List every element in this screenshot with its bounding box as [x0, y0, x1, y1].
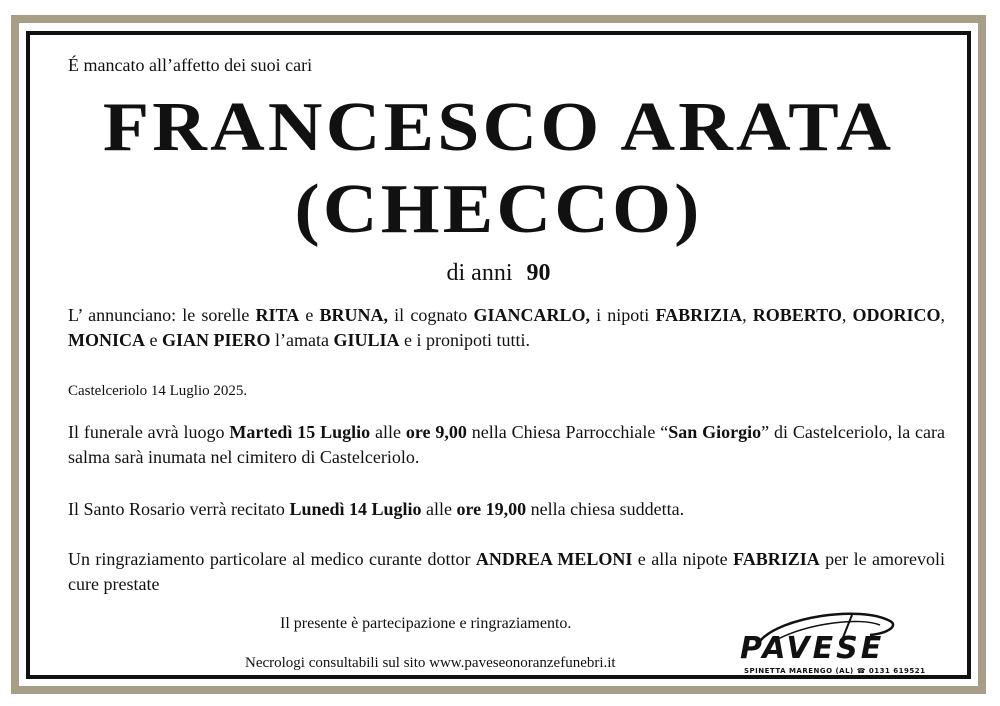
funeral-date: Martedì 15 Luglio — [229, 422, 371, 442]
pavese-logo — [740, 605, 930, 685]
announce-name: MONICA — [68, 330, 145, 350]
announce-text: , — [940, 305, 946, 325]
funeral-text: ” di Castelceriolo, la cara salma sarà inumata nel cimitero di Castelceriolo. — [68, 422, 946, 467]
announce-name: GIANCARLO, — [473, 305, 590, 325]
participation-note: Il presente è partecipazione e ringraziamento. — [280, 615, 572, 632]
funeral-time: ore 9,00 — [405, 422, 467, 442]
announce-text: e — [145, 330, 162, 350]
announce-name: BRUNA, — [319, 305, 389, 325]
announce-text: i nipoti — [589, 305, 656, 325]
deceased-nickname: (CHECCO) — [294, 171, 703, 248]
logo-subtitle: SPINETTA MARENGO (AL) ☎ 0131 619521 — [744, 667, 926, 675]
announce-text: L’ annunciano: le sorelle — [68, 305, 256, 325]
announce-name: RITA — [255, 305, 300, 325]
age-value: 90 — [526, 260, 551, 286]
notice-border — [26, 31, 971, 679]
announce-text: e — [299, 305, 320, 325]
frame-mat — [19, 23, 978, 686]
outer-frame — [11, 15, 986, 694]
thanks-paragraph — [68, 547, 945, 597]
rosary-text: nella chiesa suddetta. — [526, 499, 685, 519]
announcement-paragraph — [68, 303, 945, 353]
announce-text: e i pronipoti tutti. — [399, 330, 530, 350]
rosary-time: ore 19,00 — [456, 499, 527, 519]
announce-text: il cognato — [388, 305, 474, 325]
deceased-name: FRANCESCO ARATA — [102, 89, 895, 166]
intro-text: É mancato all’affetto dei suoi cari — [68, 55, 313, 75]
rosary-text: Il Santo Rosario verrà recitato — [68, 499, 290, 519]
announce-name: ROBERTO — [752, 305, 842, 325]
announce-text: , — [841, 305, 853, 325]
doctor-name: ANDREA MELONI — [475, 549, 633, 569]
announce-name: GIULIA — [333, 330, 400, 350]
announce-name: ODORICO — [852, 305, 941, 325]
rosary-paragraph — [68, 497, 945, 522]
website-note: Necrologi consultabili sul sito www.paveseonoranzefunebri.it — [245, 655, 616, 671]
funeral-text: nella Chiesa Parrocchiale “ — [466, 422, 669, 442]
funeral-text: Il funerale avrà luogo — [68, 422, 230, 442]
announce-name: GIAN PIERO — [162, 330, 271, 350]
place-date: Castelceriolo 14 Luglio 2025. — [68, 383, 248, 399]
announce-text: l’amata — [270, 330, 334, 350]
logo-name: PAVESE — [740, 631, 885, 666]
thanks-text: e alla nipote — [632, 549, 734, 569]
announce-name: FABRIZIA — [655, 305, 743, 325]
niece-name: FABRIZIA — [733, 549, 820, 569]
funeral-paragraph — [68, 420, 945, 470]
rosary-date: Lunedì 14 Luglio — [289, 499, 422, 519]
church-name: San Giorgio — [668, 422, 762, 442]
age-prefix: di anni — [446, 260, 513, 286]
rosary-text: alle — [421, 499, 457, 519]
announce-text: , — [742, 305, 753, 325]
thanks-text: per le amorevoli cure prestate — [68, 549, 946, 594]
notice-content — [30, 35, 967, 675]
age-line — [30, 260, 967, 287]
funeral-text: alle — [370, 422, 406, 442]
thanks-text: Un ringraziamento particolare al medico curante dottor — [68, 549, 476, 569]
